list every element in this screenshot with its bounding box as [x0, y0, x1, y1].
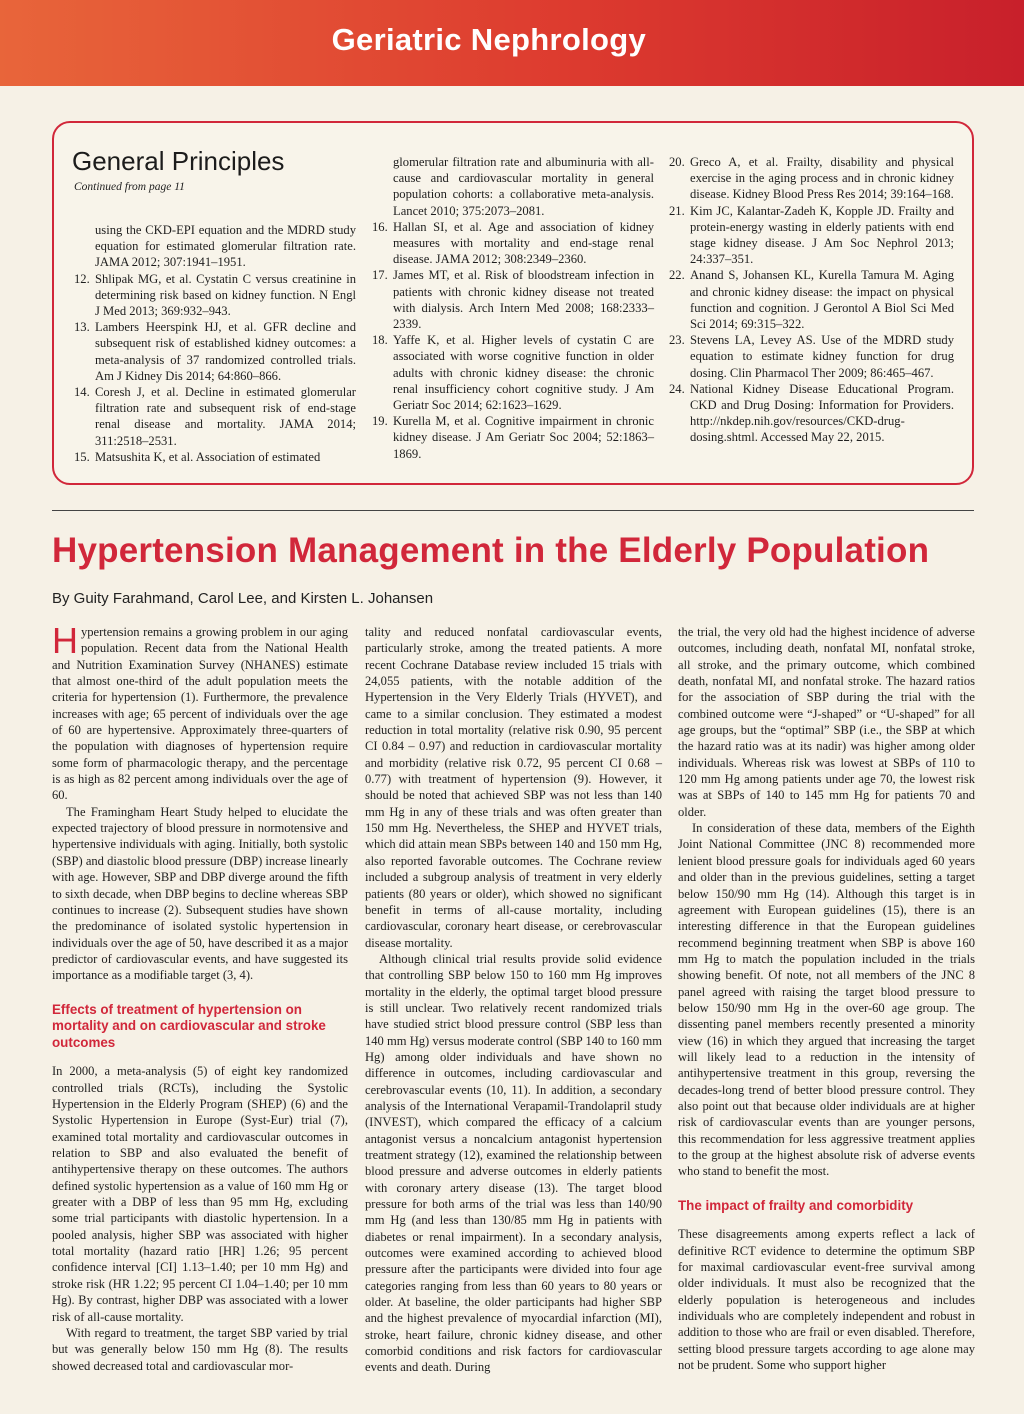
reference-item	[372, 219, 654, 268]
reference-number: 17.	[372, 268, 388, 283]
reference-item	[372, 413, 654, 462]
reference-number: 24.	[669, 381, 685, 396]
reference-number: 16.	[372, 219, 388, 234]
reference-text: glomerular filtration rate and albuminuria with all-cause and cardiovascular mortality in general population cohorts: a collaborative meta-analysis. Lancet 2010; 375:2073–2081.	[393, 155, 654, 218]
reference-item	[669, 332, 954, 381]
references-column-2	[372, 154, 654, 462]
paragraph: In 2000, a meta-analysis (5) of eight key randomized controlled trials (RCTs), including the Systolic Hypertension in the Elderly Program (SHEP) (6) and the Systolic Hypertension in Europe (Syst-Eur) trial (7), examined total mortality and cardiovascular outcomes in relation to SBP and also evaluated the benefit of antihypertensive therapy on these outcomes. The authors defined systolic hypertension as a value of 160 mm Hg or greater with a DBP of less than 95 mm Hg, excluding some trial participants with diastolic hypertension. In a pooled analysis, higher SBP was associated with higher total mortality (hazard ratio [HR] 1.26; 95 percent confidence interval [CI] 1.13–1.40; per 10 mm Hg) and stroke risk (HR 1.22; 95 percent CI 1.04–1.40; per 10 mm Hg). By contrast, higher DBP was associated with a lower risk of all-cause mortality.	[52, 1064, 348, 1324]
reference-text: Matsushita K, et al. Association of estimated	[95, 449, 321, 464]
reference-item	[74, 449, 356, 465]
box-heading: General Principles	[72, 146, 285, 176]
paragraph: With regard to treatment, the target SBP varied by trial but was generally below 150 mm Hg (8). The results showed decreased total and cardiovascular mor-	[52, 1325, 348, 1373]
reference-text: Yaffe K, et al. Higher levels of cystatin C are associated with worse cognitive function in older adults with chronic kidney disease: the chronic renal insufficiency cohort cognitive study. J Am Geriatr Soc 2014; 62:1623–1629.	[393, 333, 654, 413]
reference-number: 20.	[669, 155, 685, 169]
reference-text: Stevens LA, Levey AS. Use of the MDRD study equation to estimate kidney function for drug dosing. Clin Pharmacol Ther 2009; 86:465–467.	[690, 333, 954, 380]
reference-number: 13.	[74, 320, 90, 335]
reference-text: Kim JC, Kalantar-Zadeh K, Kopple JD. Frailty and protein-energy wasting in elderly patients with end stage kidney disease. J Am Soc Nephrol 2013; 24:337–351.	[690, 203, 954, 267]
reference-item	[74, 222, 356, 271]
reference-item	[669, 154, 954, 203]
reference-item	[372, 267, 654, 332]
reference-item	[669, 381, 954, 446]
article-column-2	[365, 624, 662, 1376]
reference-text: Anand S, Johansen KL, Kurella Tamura M. Aging and chronic kidney disease: the impact on physical function and cognition. J Gerontol A Biol Sci Med Sci 2014; 69:315–322.	[690, 268, 954, 332]
reference-text: Greco A, et al. Frailty, disability and physical exercise in the aging process and in chronic kidney disease. Kidney Blood Press Res 2014; 39:164–168.	[690, 155, 954, 202]
reference-number: 21.	[669, 203, 685, 218]
paragraph: In consideration of these data, members of the Eighth Joint National Committee (JNC 8) recommended more lenient blood pressure goals for individuals aged 60 years and older than in the previous guidelines, setting a target below 150/90 mm Hg (14). Although this target is in agreement with European guidelines (15), there is an interesting difference in that the European guidelines recommend beginning treatment when SBP is above 160 mm Hg to match the population included in the trials showing benefit. Of note, not all members of the JNC 8 panel agreed with raising the target blood pressure to below 150/90 mm Hg in the over-60 age group. The dissenting panel members recently presented a minority view (16) in which they argued that increasing the target will likely lead to a reduction in the intensity of antihypertensive treatment in this group, reversing the decades-long trend of better blood pressure control. They also point out that because older individuals are at higher risk of cardiovascular events than are younger persons, this recommendation for less aggressive treatment applies to the group at the highest absolute risk of adverse events who stand to benefit the most.	[678, 821, 975, 1179]
reference-text: Coresh J, et al. Decline in estimated glomerular filtration rate and subsequent risk of end-stage renal disease and mortality. JAMA 2014; 311:2518–2531.	[95, 385, 356, 448]
article-column-1	[52, 620, 348, 1374]
reference-number: 18.	[372, 333, 388, 348]
reference-item	[74, 384, 356, 449]
reference-number: 23.	[669, 333, 685, 348]
paragraph: Although clinical trial results provide solid evidence that controlling SBP below 150 to 160 mm Hg improves mortality in the elderly, the optimal target blood pressure is still unclear. Two relatively recent randomized trials have studied strict blood pressure control (SBP less than 140 mm Hg) versus moderate control (SBP 140 to 160 mm Hg) among older individuals and have shown no difference in outcomes, including cardiovascular and cerebrovascular events (10, 11). In addition, a secondary analysis of the International Verapamil-Trandolapril study (INVEST), which compared the efficacy of a calcium antagonist versus a noncalcium antagonist hypertension treatment strategy (12), examined the relationship between blood pressure and adverse outcomes in elderly patients with coronary artery disease (13). The target blood pressure for both arms of the trial was less than 140/90 mm Hg (and less than 130/85 mm Hg in patients with diabetes or renal impairment). In a secondary analysis, outcomes were examined according to achieved blood pressure after the participants were divided into four age categories ranging from less than 60 years to 80 years or older. At baseline, the older participants had higher SBP and the highest prevalence of myocardial infarction (MI), stroke, heart failure, chronic kidney disease, and other comorbid conditions and risk factors for cardiovascular events and death. During	[365, 951, 662, 1375]
reference-item	[74, 271, 356, 320]
section-title: Geriatric Nephrology	[331, 22, 646, 57]
reference-number: 14.	[74, 385, 90, 400]
reference-text: James MT, et al. Risk of bloodstream infection in patients with chronic kidney disease not treated with dialysis. Arch Intern Med 2008; 168:2333–2339.	[393, 268, 654, 332]
reference-number: 19.	[372, 414, 388, 429]
reference-item	[372, 154, 654, 219]
paragraph-intro: Hypertension remains a growing problem in our aging population. Recent data from the National Health and Nutrition Examination Survey (NHANES) estimate that almost one-third of the adult population meets the criteria for hypertension (1). Furthermore, the prevalence increases with age; 65 percent of individuals over the age of 60 are hypertensive. Approximately three-quarters of the population with diagnoses of hypertension require some form of pharmacologic therapy, and the percentage is as high as 82 percent among individuals over the age of 60.	[52, 620, 348, 803]
reference-item	[74, 319, 356, 384]
paragraph: These disagreements among experts reflect a lack of definitive RCT evidence to determine the optimum SBP for maximal cardiovascular event-free survival among older individuals. It must also be recognized that the elderly population is heterogeneous and includes individuals who are completely independent and robust in addition to those who are frail or even disabled. Therefore, setting blood pressure targets according to age alone may not be prudent. Some who support higher	[678, 1227, 975, 1373]
article-byline: By Guity Farahmand, Carol Lee, and Kirsten L. Johansen	[52, 590, 434, 607]
paragraph: The Framingham Heart Study helped to elucidate the expected trajectory of blood pressure in normotensive and hypertensive individuals with aging. Initially, both systolic (SBP) and diastolic blood pressure (DBP) increase linearly with age. However, SBP and DBP diverge around the fifth to sixth decade, when DBP begins to decline whereas SBP continues to increase (2). Subsequent studies have shown the predominance of isolated systolic hypertension in individuals over the age of 50, have described it as a major predictor of cardiovascular events, and have suggested its importance as a modifiable target (3, 4).	[52, 804, 348, 983]
article-column-3	[678, 624, 975, 1373]
section-divider	[52, 510, 974, 511]
reference-text: Shlipak MG, et al. Cystatin C versus creatinine in determining risk based on kidney function. N Engl J Med 2013; 369:932–943.	[95, 271, 356, 319]
reference-text: using the CKD-EPI equation and the MDRD study equation for estimated glomerular filtration rate. JAMA 2012; 307:1941–1951.	[95, 223, 356, 270]
section-banner	[0, 0, 1024, 86]
subheading-effects: Effects of treatment of hypertension on mortality and on cardiovascular and stroke outcomes	[52, 1001, 326, 1050]
reference-text: Kurella M, et al. Cognitive impairment in chronic kidney disease. J Am Geriatr Soc 2004; 52:1863–1869.	[393, 414, 654, 461]
continued-note: Continued from page 11	[74, 181, 185, 193]
reference-text: Lambers Heerspink HJ, et al. GFR decline and subsequent risk of established kidney outcomes: a meta-analysis of 37 randomized controlled trials. Am J Kidney Dis 2014; 64:860–866.	[95, 320, 356, 383]
reference-text: National Kidney Disease Educational Program. CKD and Drug Dosing: Information for Providers. http://nkdep.nih.gov/resources/CKD-drug-dosing.shtml. Accessed May 22, 2015.	[690, 381, 954, 445]
reference-item	[669, 203, 954, 268]
subheading-frailty: The impact of frailty and comorbidity	[678, 1197, 914, 1213]
paragraph: tality and reduced nonfatal cardiovascular events, particularly stroke, among the treated patients. A more recent Cochrane Database review included 15 trials with 24,055 patients, with the notable addition of the Hypertension in the Very Elderly Trials (HYVET), and came to a similar conclusion. They estimated a modest reduction in total mortality (relative risk 0.90, 95 percent CI 0.84 – 0.97) and reduction in cardiovascular mortality and morbidity (relative risk 0.72, 95 percent CI 0.68 – 0.77) with treatment of hypertension (9). However, it should be noted that achieved SBP was not less than 140 mm Hg in any of these trials and was often greater than 150 mm Hg. Nevertheless, the SHEP and HYVET trials, which did attain mean SBPs between 140 and 150 mm Hg, also reported favorable outcomes. The Cochrane review included a subgroup analysis of treatment in very elderly patients (80 years or older), which showed no significant benefit in terms of all-cause mortality, including cardiovascular, coronary heart disease, or cerebrovascular disease mortality.	[365, 625, 662, 950]
drop-cap: H	[52, 620, 78, 661]
references-column-1	[74, 222, 356, 465]
reference-number: 22.	[669, 268, 685, 283]
reference-number: 15.	[74, 449, 90, 464]
article-title: Hypertension Management in the Elderly Population	[52, 531, 930, 570]
reference-number: 12.	[74, 271, 90, 286]
reference-item	[372, 332, 654, 413]
references-column-3	[669, 154, 954, 446]
paragraph: the trial, the very old had the highest incidence of adverse outcomes, including death, nonfatal MI, nonfatal stroke, all stroke, and the primary outcome, which combined death, nonfatal MI, and nonfatal stroke. The hazard ratios for the association of SBP during the trial with the combined outcome were “J-shaped” or “U-shaped” for all age groups, but the “optimal” SBP (i.e., the SBP at which the hazard ratio was at its nadir) was higher among older individuals. Whereas risk was lowest at SBPs of 110 to 120 mm Hg among patients under age 70, the lowest risk was at SBPs of 140 to 145 mm Hg for patients 70 and older.	[678, 625, 975, 819]
reference-item	[669, 267, 954, 332]
reference-text: Hallan SI, et al. Age and association of kidney measures with mortality and end-stage renal disease. JAMA 2012; 308:2349–2360.	[393, 219, 654, 267]
